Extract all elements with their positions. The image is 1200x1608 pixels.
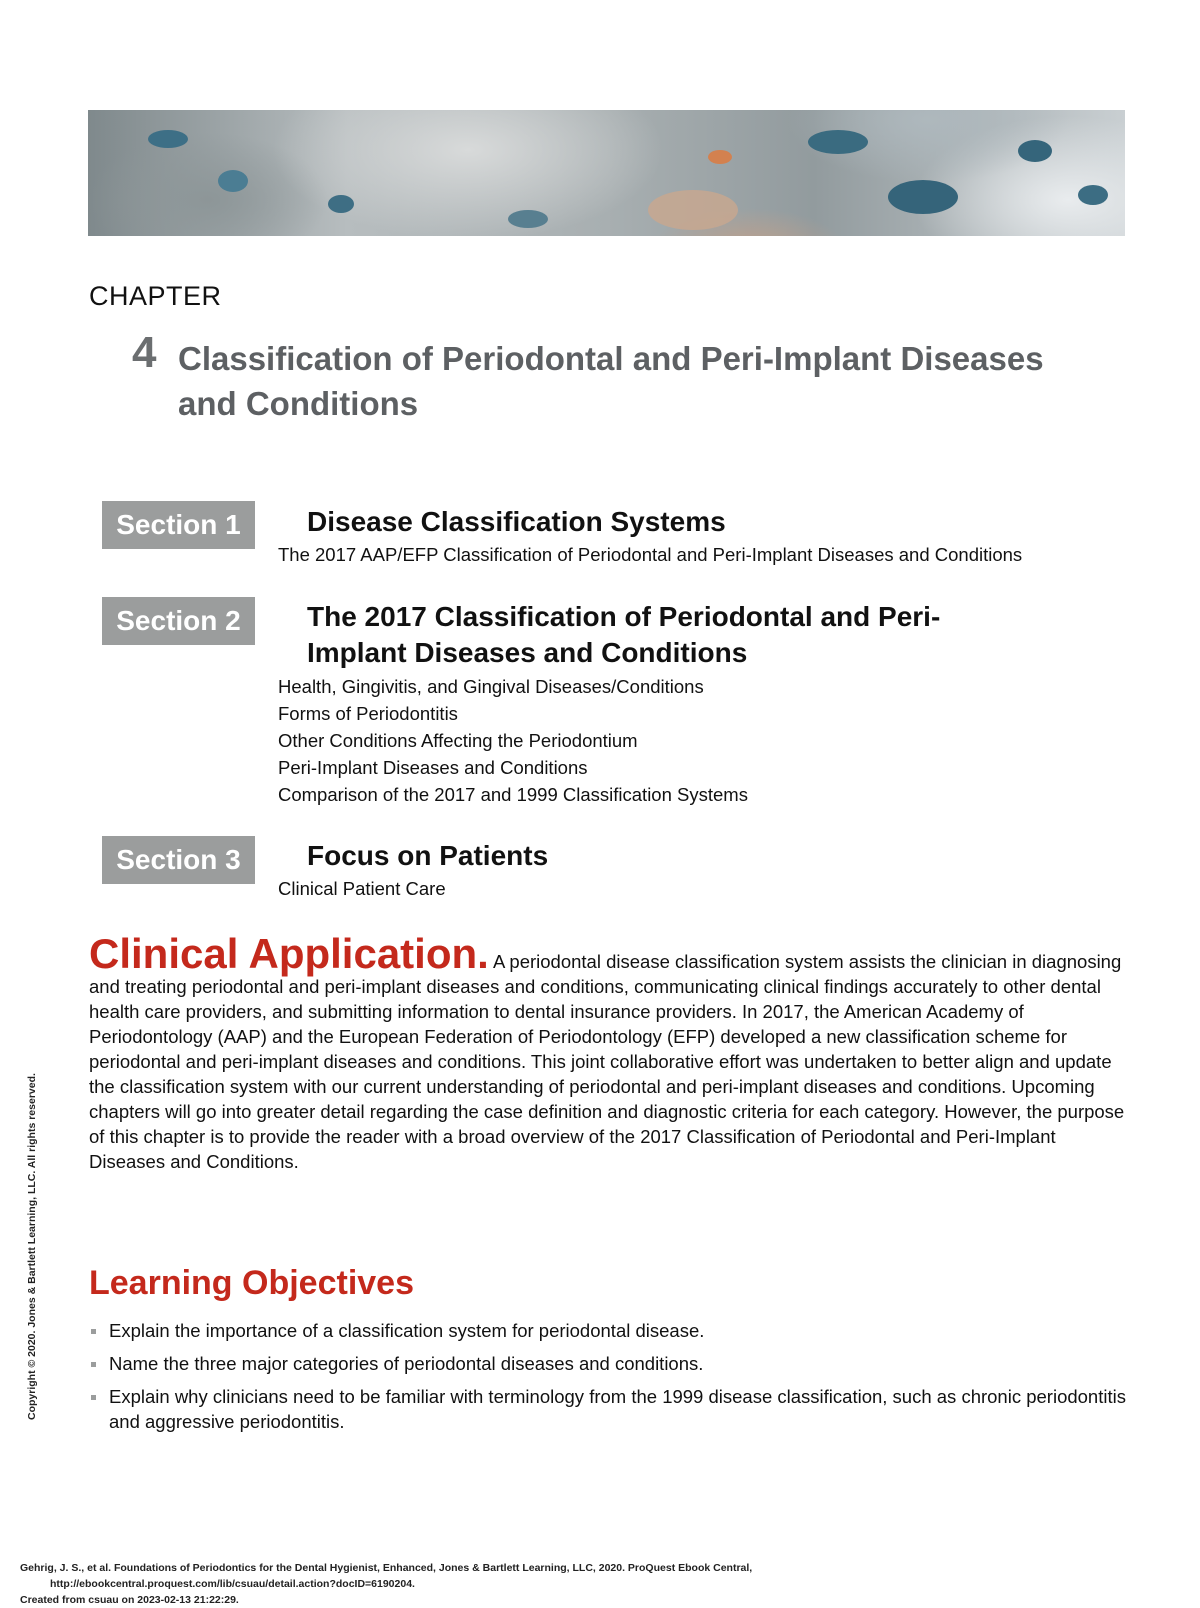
section-2-item: Peri-Implant Diseases and Conditions [278,757,588,778]
banner-cell [808,130,868,154]
section-3-items [278,875,446,902]
section-1-title: Disease Classification Systems [307,506,726,537]
banner-cell [888,180,958,214]
bullet-icon [91,1329,96,1334]
banner-cell [648,190,738,230]
clinical-application [89,930,1129,1174]
learning-objective-text: Explain the importance of a classification system for periodontal disease. [109,1320,705,1341]
learning-objective-item [89,1384,1129,1434]
chapter-label: CHAPTER [89,281,222,311]
learning-objectives-title: Learning Objectives [89,1264,414,1302]
section-1-item: The 2017 AAP/EFP Classification of Periodontal and Peri-Implant Diseases and Conditions [278,544,1023,565]
chapter-title: Classification of Periodontal and Peri-Implant Diseases and Conditions [178,340,1044,422]
learning-objective-text: Explain why clinicians need to be familiar with terminology from the 1999 disease classification, such as chronic periodontitis and aggressive periodontitis. [109,1386,1126,1432]
section-1-badge: Section 1 [102,501,255,549]
clinical-application-text: A periodontal disease classification system assists the clinician in diagnosing and treating periodontal and peri-implant diseases and conditions, communicating clinical findings accurately to other dental health care providers, and submitting information to dental insurance providers. In 2017, the American Academy of Periodontology (AAP) and the European Federation of Periodontology (EFP) developed a new classification scheme for periodontal and peri-implant diseases and conditions. This joint collaborative effort was undertaken to better align and update the classification system with our current understanding of periodontal and peri-implant diseases and conditions. Upcoming chapters will go into greater detail regarding the case definition and diagnostic criteria for each category. However, the purpose of this chapter is to provide the reader with a broad overview of the 2017 Classification of Periodontal and Peri-Implant Diseases and Conditions. [89,951,1125,1172]
banner-cell [218,170,248,192]
clinical-application-heading: Clinical Application. [89,930,489,977]
banner-cell [148,130,188,148]
bullet-icon [91,1362,96,1367]
side-copyright: Copyright © 2020. Jones & Bartlett Learning, LLC. All rights reserved. [26,1073,38,1420]
footer-line: Created from csuau on 2023-02-13 21:22:29. [20,1594,239,1606]
banner-cell [508,210,548,228]
chapter-number: 4 [132,328,157,377]
section-2-items [278,673,748,808]
section-3-item: Clinical Patient Care [278,878,446,899]
learning-objective-item [89,1351,1129,1376]
bullet-icon [91,1395,96,1400]
banner-cell [708,150,732,164]
section-2-item: Other Conditions Affecting the Periodontium [278,730,638,751]
section-2-title [307,599,1067,671]
section-3-badge: Section 3 [102,836,255,884]
learning-objectives-list [89,1318,1129,1442]
chapter-banner-image [88,110,1125,236]
banner-cell [1018,140,1052,162]
footer-line: Gehrig, J. S., et al. Foundations of Periodontics for the Dental Hygienist, Enhanced, Jones & Bartlett Learning, LLC, 2020. ProQuest Ebook Central, [20,1562,753,1574]
footer-link[interactable]: http://ebookcentral.proquest.com/lib/csuau/detail.action?docID=6190204. [50,1578,415,1590]
section-2-title-line: Implant Diseases and Conditions [307,637,748,668]
banner-cell [1078,185,1108,205]
section-2-item: Health, Gingivitis, and Gingival Diseases/Conditions [278,676,704,697]
section-2-badge: Section 2 [102,597,255,645]
learning-objective-item [89,1318,1129,1343]
section-1-items [278,541,1022,568]
learning-objective-text: Name the three major categories of periodontal diseases and conditions. [109,1353,704,1374]
section-2-item: Forms of Periodontitis [278,703,458,724]
section-2-item: Comparison of the 2017 and 1999 Classification Systems [278,784,748,805]
footer-citation [20,1560,752,1608]
banner-cell [328,195,354,213]
section-2-title-line: The 2017 Classification of Periodontal and Peri- [307,601,941,632]
section-3-title: Focus on Patients [307,840,549,871]
